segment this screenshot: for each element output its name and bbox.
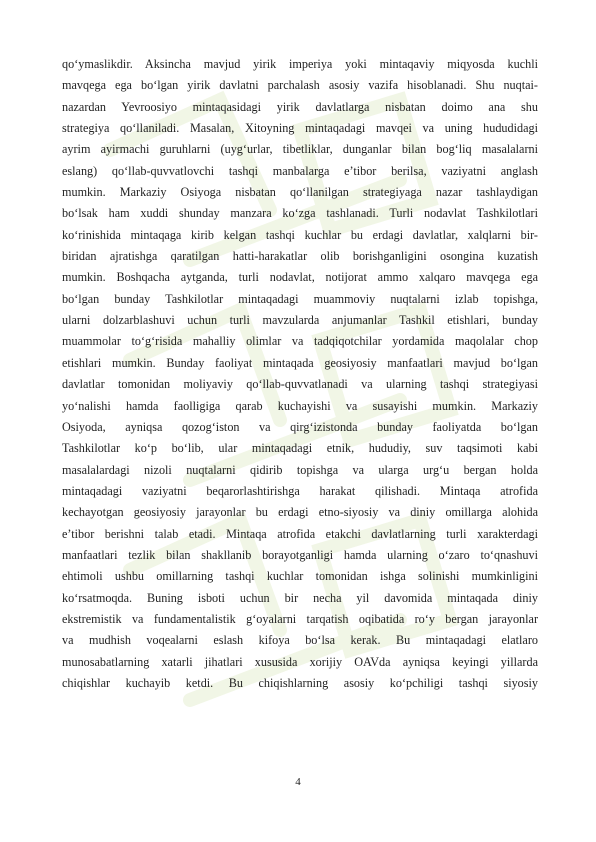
text-line: ularni dolzarblashuvi uchun turli mavzularda anjumanlar Tashkil etishlari, bunday bbox=[62, 313, 538, 328]
text-line: kechayotgan geosiyosiy jarayonlar bu erdagi etno-siyosiy va diniy omillarga alohida bbox=[62, 505, 538, 520]
text-line: masalalardagi nizoli nuqtalarni qidirib topishga va ularga urg‘u bergan holda bbox=[62, 462, 538, 477]
text-line: manfaatlari tezlik bilan shakllanib borayotganligi hamda ularning o‘zaro to‘qnashuvi bbox=[62, 547, 538, 562]
text-line: mintaqadagi vaziyatni beqarorlashtirishga harakat qilishadi. Mintaqa atrofida bbox=[62, 483, 538, 498]
text-line: ehtimoli ushbu omillarning tashqi kuchlar tomonidan ishga solinishi mumkinligini bbox=[62, 569, 538, 584]
text-line: bo‘lgan bunday Tashkilotlar mintaqadagi muammoviy nuqtalarni izlab topishga, bbox=[62, 291, 538, 306]
text-line: biridan ajratishga qaratilgan hatti-harakatlar olib borishganligini osongina kuzatish bbox=[62, 249, 538, 264]
text-line: munosabatlarning xatarli jihatlari xususida xorijiy OAVda ayniqsa keyingi yillarda bbox=[62, 654, 538, 669]
text-line: etishlari mumkin. Bunday faoliyat mintaqada geosiyosiy manfaatlari mavjud bo‘lgan bbox=[62, 355, 538, 370]
text-line: nazardan Yevroosiyo mintaqasidagi yirik davlatlarga nisbatan doimo ana shu bbox=[62, 99, 538, 114]
text-line: mumkin. Markaziy Osiyoga nisbatan qo‘llanilgan strategiyaga nazar tashlaydigan bbox=[62, 185, 538, 200]
text-line: ekstremistik va fundamentalistik g‘oyalarni tarqatish oqibatida ro‘y bergan jarayonlar bbox=[62, 611, 538, 626]
text-line: Tashkilotlar ko‘p bo‘lib, ular mintaqadagi etnik, hududiy, suv taqsimoti kabi bbox=[62, 441, 538, 456]
text-line: ko‘rinishida mintaqaga kirib kelgan tashqi kuchlar bu erdagi davlatlar, xalqlarni bir- bbox=[62, 227, 538, 242]
page-number: 4 bbox=[295, 776, 301, 788]
text-line: mumkin. Boshqacha aytganda, turli nodavlat, notijorat ammo xalqaro mavqega ega bbox=[62, 270, 538, 285]
body-text bbox=[62, 54, 538, 694]
text-line: bo‘lsak ham xuddi shunday manzara ko‘zga tashlanadi. Turli nodavlat Tashkilotlari bbox=[62, 206, 538, 221]
text-line: yo‘nalishi hamda faolligiga qarab kuchayishi va susayishi mumkin. Markaziy bbox=[62, 398, 538, 413]
text-line: muammolar to‘g‘risida mahalliy olimlar va tadqiqotchilar yordamida maqolalar chop bbox=[62, 334, 538, 349]
text-line: ayrim ayirmachi guruhlarni (uyg‘urlar, tibetliklar, dunganlar bilan bog‘liq masalalarni bbox=[62, 142, 538, 157]
text-line: mavqega ega bo‘lgan yirik davlatni parchalash asosiy vazifa hisoblanadi. Shu nuqtai- bbox=[62, 78, 538, 93]
text-line: qo‘ymaslikdir. Aksincha mavjud yirik imperiya yoki mintaqaviy miqyosda kuchli bbox=[62, 57, 538, 71]
text-line: Osiyoda, ayniqsa qozog‘iston va qirg‘izistonda bunday faoliyatda bo‘lgan bbox=[62, 419, 538, 434]
text-line: chiqishlar kuchayib ketdi. Bu chiqishlarning asosiy ko‘pchiligi tashqi siyosiy bbox=[62, 675, 538, 690]
text-line: davlatlar tomonidan moliyaviy qo‘llab-quvvatlanadi va ularning tashqi strategiyasi bbox=[62, 377, 538, 392]
text-line: strategiya qo‘llaniladi. Masalan, Xitoyning mintaqadagi mavqei va uning hududidagi bbox=[62, 121, 538, 136]
text-line: ko‘rsatmoqda. Buning isboti uchun bir necha yil davomida mintaqada diniy bbox=[62, 590, 538, 605]
text-line: eslang) qo‘llab-quvvatlovchi tashqi manbalarga e’tibor berilsa, vaziyatni anglash bbox=[62, 163, 538, 178]
text-line: e’tibor berishni talab etadi. Mintaqa atrofida etakchi davlatlarning turli xarakterdagi bbox=[62, 526, 538, 541]
text-line: va mudhish voqealarni eslash kifoya bo‘lsa kerak. Bu mintaqadagi elatlaro bbox=[62, 633, 538, 648]
